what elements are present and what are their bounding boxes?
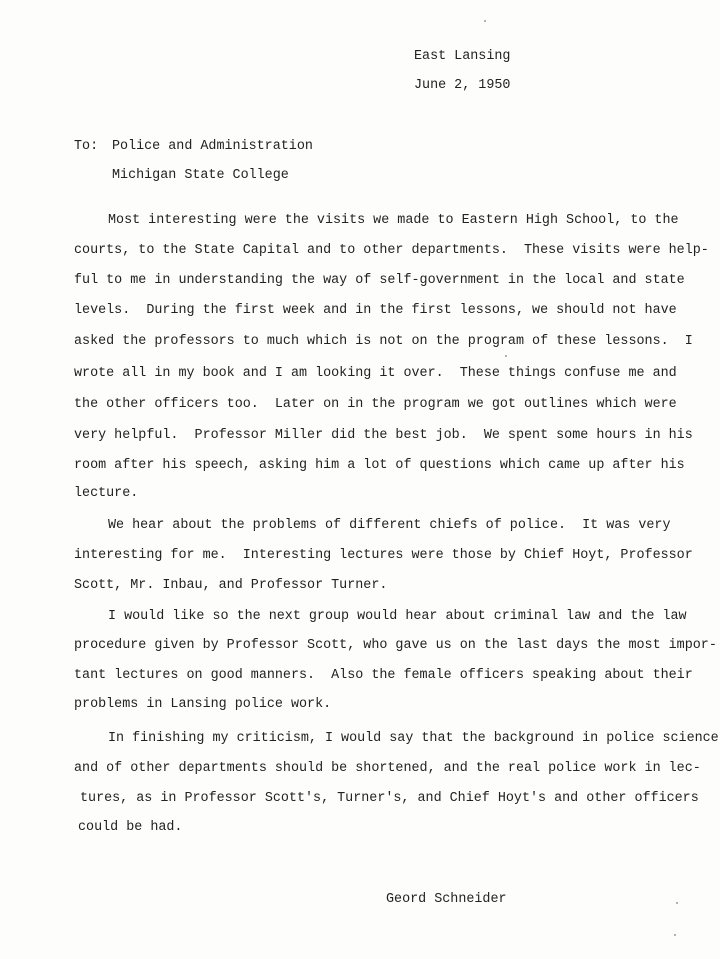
body-line: lecture. <box>74 486 139 501</box>
body-line: levels. During the first week and in the first lessons, we should not have <box>74 303 677 318</box>
letter-date: June 2, 1950 <box>414 78 511 93</box>
body-line: the other officers too. Later on in the program we got outlines which were <box>74 397 677 412</box>
body-line: In finishing my criticism, I would say that the background in police science <box>108 731 719 746</box>
body-line: I would like so the next group would hear about criminal law and the law <box>108 609 687 624</box>
body-line: interesting for me. Interesting lectures were those by Chief Hoyt, Professor <box>74 548 693 563</box>
body-line: very helpful. Professor Miller did the best job. We spent some hours in his <box>74 428 693 443</box>
paper-speck <box>505 355 507 357</box>
body-line: problems in Lansing police work. <box>74 697 332 712</box>
body-line: We hear about the problems of different chiefs of police. It was very <box>108 518 671 533</box>
body-line: and of other departments should be shortened, and the real police work in lec- <box>74 761 701 776</box>
body-line: room after his speech, asking him a lot of questions which came up after his <box>74 458 685 473</box>
signature: Geord Schneider <box>386 892 507 907</box>
paper-speck <box>484 20 486 22</box>
body-line: Scott, Mr. Inbau, and Professor Turner. <box>74 578 388 593</box>
paper-speck <box>676 902 678 904</box>
body-line: asked the professors to much which is not on the program of these lessons. I <box>74 334 693 349</box>
body-line: Most interesting were the visits we made to Eastern High School, to the <box>108 213 679 228</box>
body-line: courts, to the State Capital and to other departments. These visits were help- <box>74 243 709 258</box>
recipient-line-1: Police and Administration <box>112 139 313 154</box>
body-line: wrote all in my book and I am looking it over. These things confuse me and <box>74 366 677 381</box>
body-line: tant lectures on good manners. Also the female officers speaking about their <box>74 668 693 683</box>
body-line: ful to me in understanding the way of self-government in the local and state <box>74 273 685 288</box>
body-line: tures, as in Professor Scott's, Turner's, and Chief Hoyt's and other officers <box>80 791 699 806</box>
recipient-label: To: <box>74 139 99 154</box>
body-line: could be had. <box>78 820 183 835</box>
paper-speck <box>674 934 676 936</box>
body-line: procedure given by Professor Scott, who gave us on the last days the most impor- <box>74 638 717 653</box>
recipient-line-2: Michigan State College <box>112 168 289 183</box>
letter-place: East Lansing <box>414 49 511 64</box>
